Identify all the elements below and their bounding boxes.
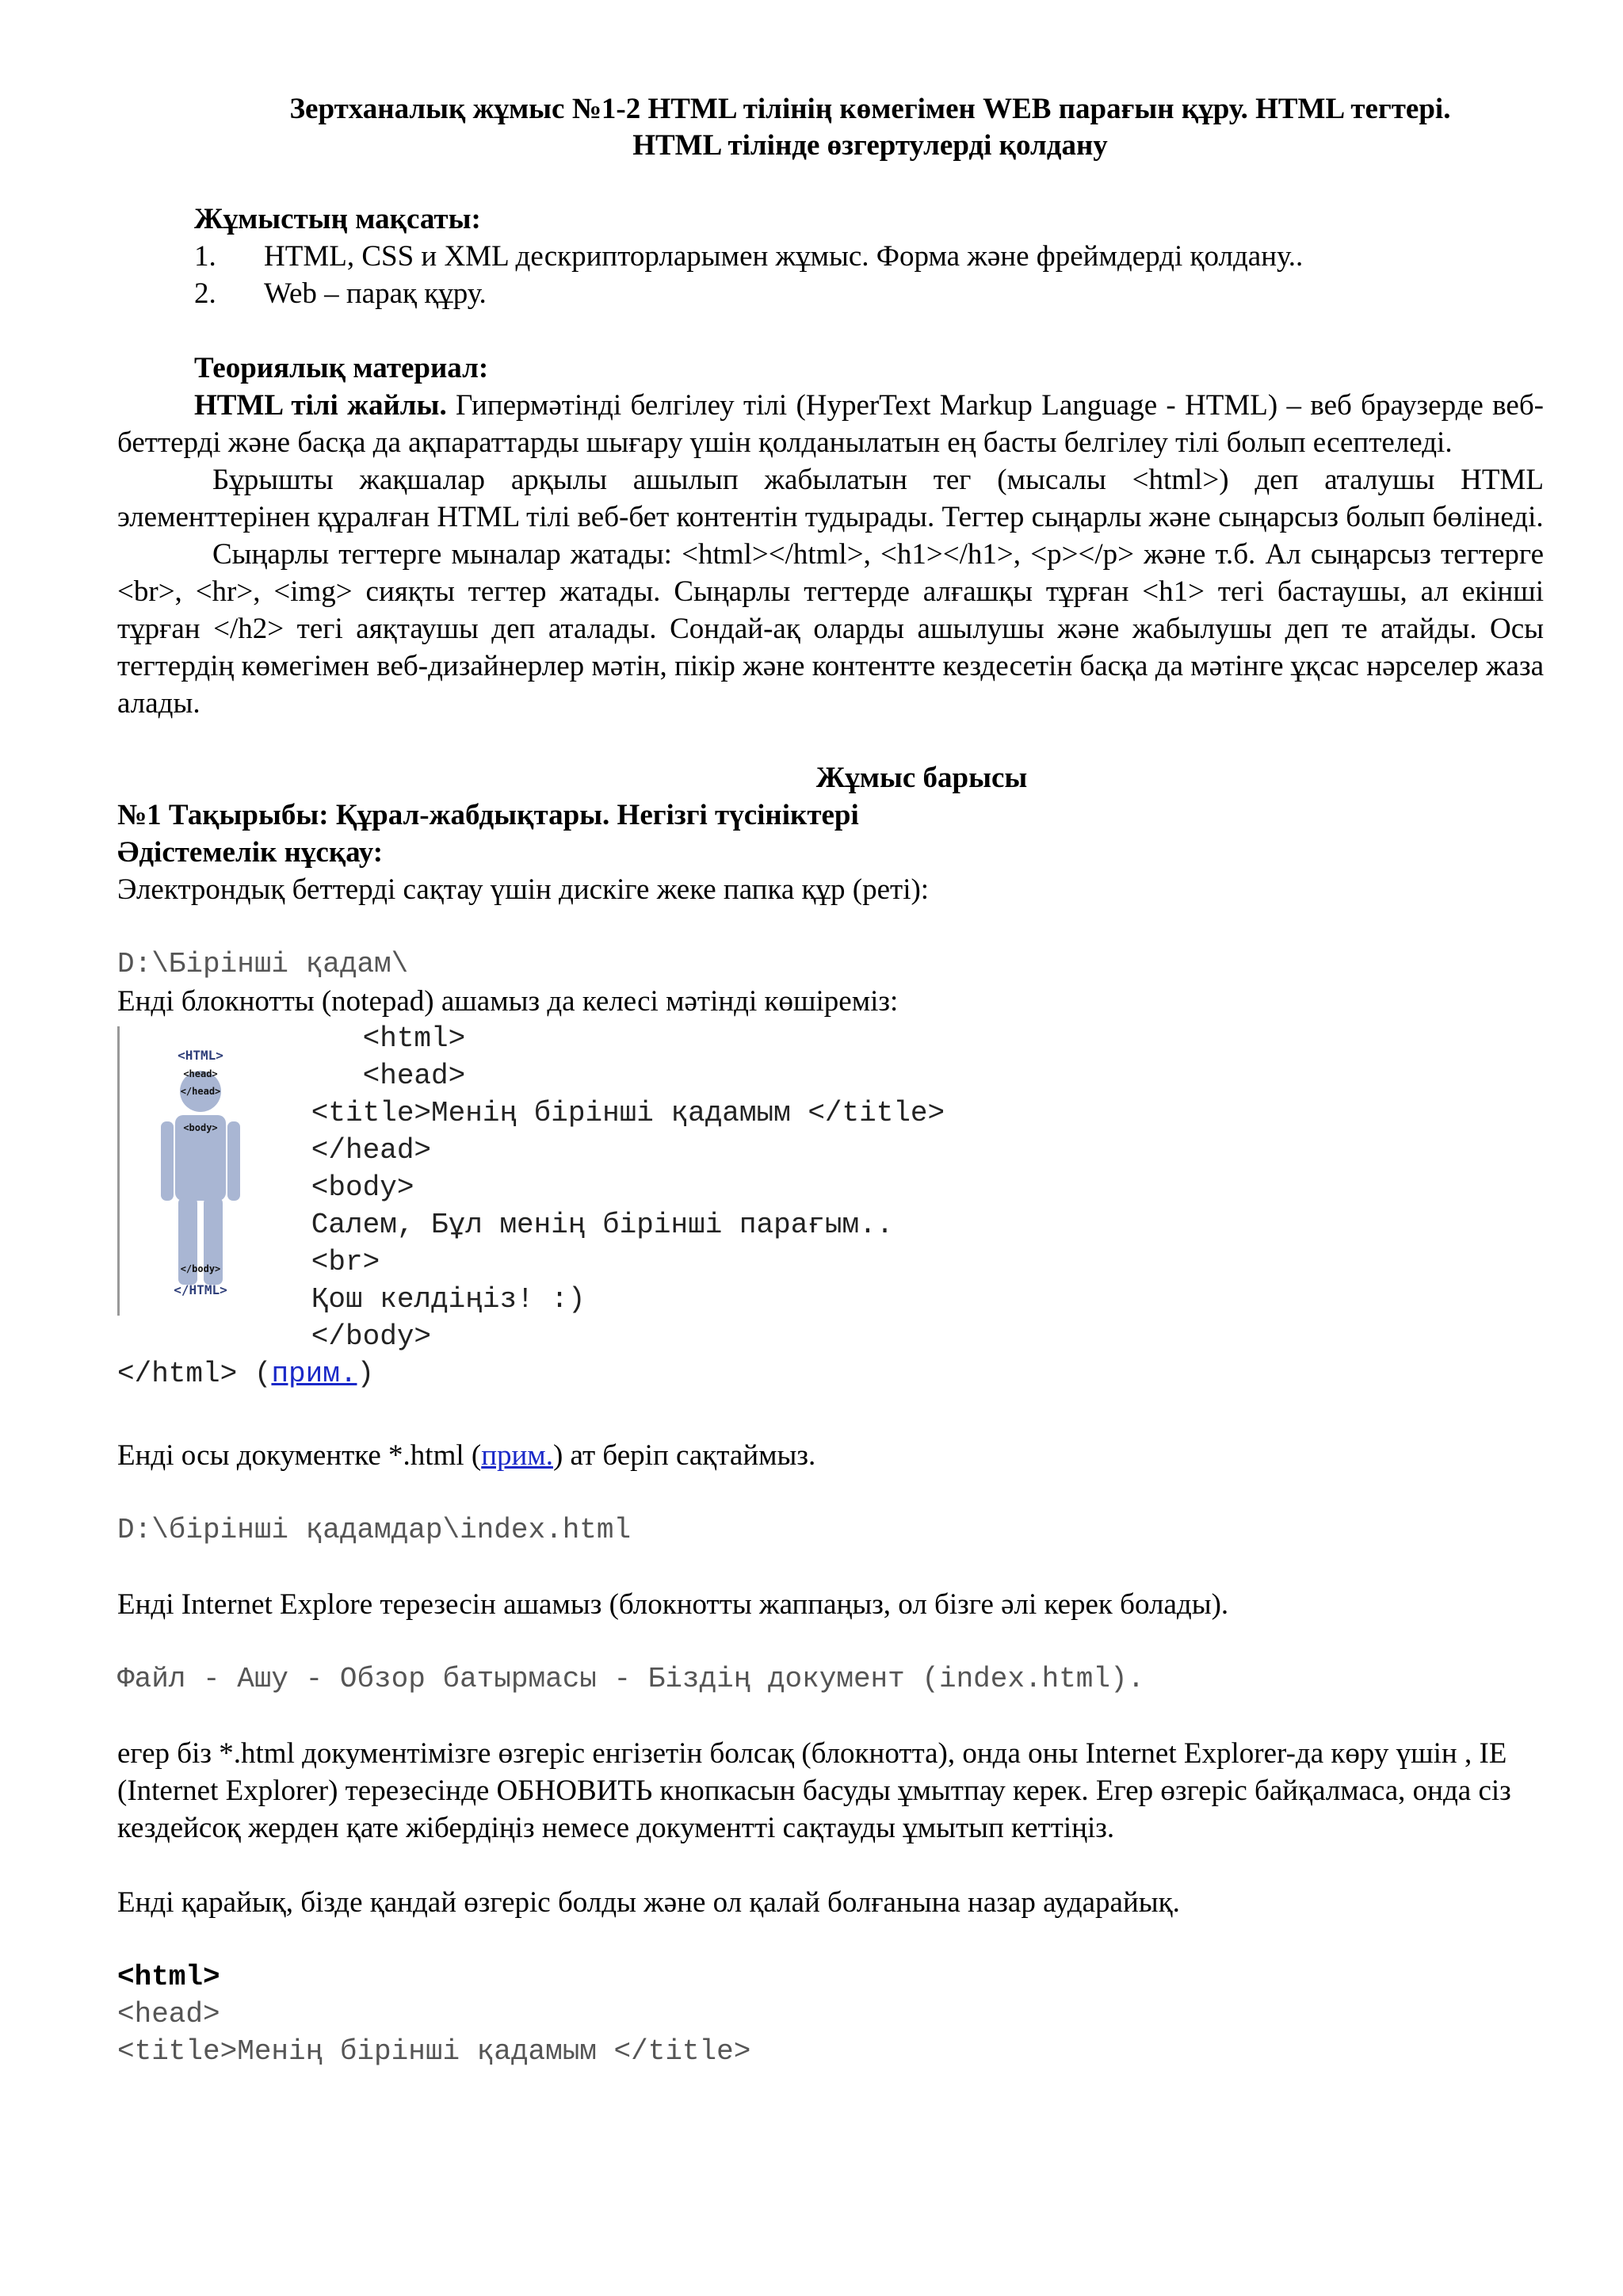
work-paragraph-5: егер біз *.html документімізге өзгеріс енгізетін болсақ (блокнотта), онда оны Internet Explorer-да көру үшін , IE (Internet Explorer) терезесінде ОБНОВИТЬ кнопкасын басуды ұмытпау керек. Егер өзгеріс байқалмаса, онда сіз кездейсоқ жерден қате жібердіңіз немесе документті сақтауды ұмытып кеттіңіз. <box>117 1737 1511 1844</box>
code-example <box>117 1020 1544 1390</box>
theory-paragraph-1-lead: HTML тілі жайлы. <box>194 389 447 422</box>
code-margin-line <box>117 1026 120 1316</box>
work-paragraph-1: Электрондық беттерді сақтау үшін дискіге жеке папка құр (реті): <box>117 873 930 906</box>
work-paragraph-3 <box>117 1437 1544 1474</box>
work-paragraph-4: Енді Internet Explore терезесін ашамыз (блокнотты жаппаңыз, ол бізге әлі керек болады). <box>117 1588 1229 1621</box>
document-title <box>197 91 1544 164</box>
work-paragraph-3-start: Енді осы документке *.html ( <box>117 1439 482 1472</box>
folder-path: D:\Бірінші қадам\ <box>117 948 409 980</box>
code-note-close: ) <box>357 1358 375 1390</box>
code-lines <box>260 1020 1449 1355</box>
goal-item-number: 1. <box>194 240 216 273</box>
code-line: <br> <box>260 1246 380 1278</box>
goal-item-text: Web – парақ құру. <box>264 277 487 310</box>
goal-item <box>117 238 1544 275</box>
figure-label-body-close: </body> <box>180 1263 221 1274</box>
save-note-link[interactable]: прим. <box>481 1439 553 1472</box>
html-body-figure-icon <box>153 1042 248 1304</box>
figure-label-head-close: </head> <box>180 1086 221 1097</box>
goal-item <box>117 275 1544 312</box>
code-line-last <box>117 1355 374 1392</box>
tail-code-line-html: <html> <box>117 1961 220 1993</box>
theory-paragraph-2: Бұрышты жақшалар арқылы ашылып жабылатын тег (мысалы <html>) деп аталушы HTML элементтерінен құралған HTML тілі веб-бет контентін тудырады. Тегтер сыңарлы және сыңарсыз болып бөлінеді. <box>117 464 1544 533</box>
goal-item-number: 2. <box>194 277 216 310</box>
code-line: <title>Менің бірінші қадамым </title> <box>260 1097 945 1129</box>
code-line: <html> <box>260 1022 466 1055</box>
goal-heading: Жұмыстың мақсаты: <box>194 203 481 235</box>
document-page <box>117 91 1544 2070</box>
work-method-heading: Әдістемелік нұсқау: <box>117 836 384 869</box>
code-line: </head> <box>260 1134 432 1167</box>
code-line: Қош келдіңіз! :) <box>260 1283 586 1316</box>
theory-heading: Теориялық материал: <box>194 352 489 384</box>
tail-code-line-title: <title>Менің бірінші қадамым </title> <box>117 2035 751 2068</box>
file-path: D:\бірінші қадамдар\index.html <box>117 1514 632 1546</box>
theory-paragraph-1-text: Гипермәтінді белгілеу тілі (HyperText Markup Language - HTML) – веб браузерде веб-беттерді және басқа да ақпараттарды шығару үшін қолданылатын ең басты белгілеу тілі болып есептеледі. <box>117 389 1544 459</box>
title-line-1: Зертханалық жұмыс №1-2 HTML тілінің көмегімен WEB парағын құру. HTML тегтері. <box>289 93 1451 125</box>
code-line: <body> <box>260 1171 414 1204</box>
theory-paragraph-3: Сыңарлы тегтерге мыналар жатады: <html></html>, <h1></h1>, <p></p> және т.б. Ал сыңарсыз тегтерге <br>, <hr>, <img> сияқты тегтер жатады. Сыңарлы тегтерде алғашқы тұрған <h1> тегі бастаушы, ал екінші тұрған </h2> тегі аяқтаушы деп аталады. Сондай-ақ оларды ашылушы және жабылушы деп те атайды. Осы тегтердің көмегімен веб-дизайнерлер мәтін, пікір және контентте кездесетін басқа да мәтінге ұқсас нәрселер жаза алады. <box>117 538 1544 720</box>
code-line: </body> <box>260 1320 432 1353</box>
code-line: Салем, Бұл менің бірінші парағым.. <box>260 1209 894 1241</box>
work-paragraph-6: Енді қарайық, бізде қандай өзгеріс болды және ол қалай болғанына назар аударайық. <box>117 1886 1180 1919</box>
tail-code-line-head: <head> <box>117 1998 220 2030</box>
figure-label-head-open: <head> <box>183 1068 218 1079</box>
code-note-link[interactable]: прим. <box>271 1358 357 1390</box>
work-paragraph-2: Енді блокнотты (notepad) ашамыз да келесі мәтінді көшіреміз: <box>117 985 899 1018</box>
figure-label-html-open: <HTML> <box>178 1048 223 1063</box>
goal-item-text: HTML, CSS и XML дескрипторларымен жұмыс. Форма және фреймдерді қолдану.. <box>264 240 1304 273</box>
work-paragraph-3-end: ) ат беріп сақтаймыз. <box>552 1439 816 1472</box>
work-topic: №1 Тақырыбы: Құрал-жабдықтары. Негізгі түсініктері <box>117 799 859 831</box>
menu-path: Файл - Ашу - Обзор батырмасы - Біздің документ (index.html). <box>117 1663 1145 1695</box>
code-closing-tag: </html> ( <box>117 1358 272 1390</box>
figure-label-body-open: <body> <box>183 1122 218 1133</box>
title-line-2: HTML тілінде өзгертулерді қолдану <box>632 129 1108 162</box>
code-line: <head> <box>260 1060 466 1092</box>
theory-paragraph-1 <box>117 387 1544 461</box>
figure-label-html-close: </HTML> <box>174 1282 227 1297</box>
work-heading: Жұмыс барысы <box>815 762 1028 794</box>
